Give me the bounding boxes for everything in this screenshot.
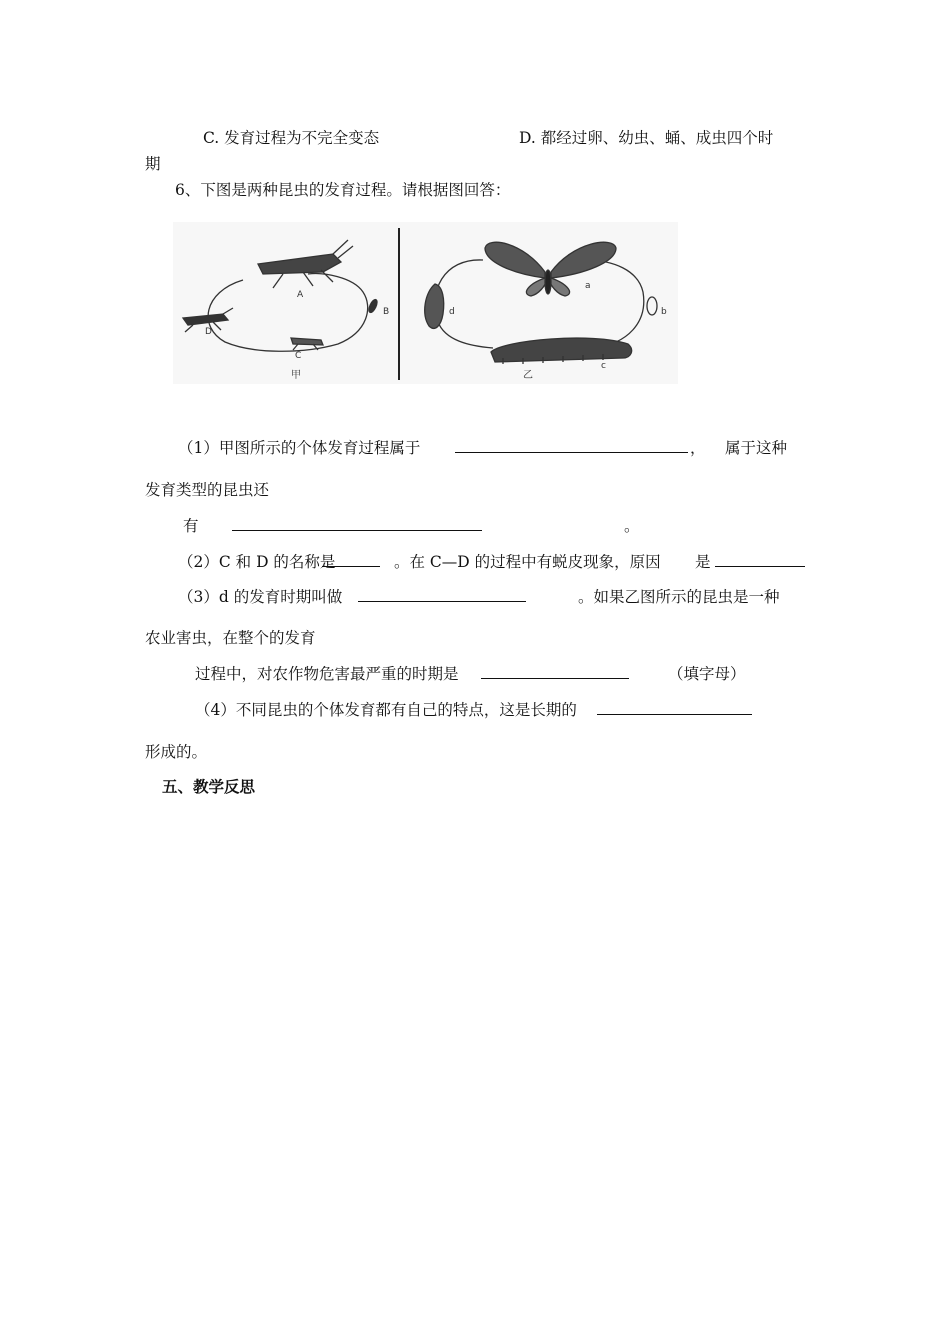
q3-answer-blank-2[interactable]: [481, 664, 629, 679]
q2-answer-blank-2[interactable]: [715, 552, 805, 567]
q1-prompt-2: 属于这种: [725, 439, 788, 457]
q3-line-3-end: （填字母）: [668, 665, 746, 683]
q2-prompt-2: 。在 C—D 的过程中有蜕皮现象，原因: [394, 553, 661, 571]
q3-prompt-2: 。如果乙图所示的昆虫是一种: [578, 588, 780, 606]
q2-prompt: （2）C 和 D 的名称是: [178, 553, 336, 571]
option-c: C. 发育过程为不完全变态: [203, 129, 380, 147]
label-B: B: [383, 307, 390, 317]
section-title-teaching-reflection: 五、教学反思: [162, 778, 256, 796]
q1-line-3-start: 有: [183, 517, 199, 535]
q3-answer-blank-1[interactable]: [358, 587, 526, 602]
label-d: d: [449, 307, 455, 317]
q1-answer-blank-1[interactable]: [455, 438, 688, 453]
q1-prompt: （1）甲图所示的个体发育过程属于: [178, 439, 421, 457]
q2-prompt-3: 是: [695, 553, 711, 571]
q4-prompt: （4）不同昆虫的个体发育都有自己的特点，这是长期的: [195, 701, 577, 719]
option-d: D. 都经过卵、幼虫、蛹、成虫四个时: [519, 129, 774, 147]
q1-line-3-end: 。: [624, 517, 640, 535]
label-C: C: [295, 351, 302, 361]
insect-development-figure: [173, 222, 678, 384]
q4-line-2: 形成的。: [145, 743, 208, 761]
question-6-stem: 6、下图是两种昆虫的发育过程。请根据图回答：: [175, 181, 511, 199]
q2-answer-blank-1[interactable]: [322, 552, 380, 567]
q4-answer-blank[interactable]: [597, 700, 752, 715]
label-b: b: [661, 307, 667, 317]
label-a: a: [585, 281, 591, 291]
q3-prompt: （3）d 的发育时期叫做: [178, 588, 343, 606]
option-d-continued: 期: [145, 155, 161, 173]
q1-line-2: 发育类型的昆虫还: [145, 481, 270, 499]
label-D: D: [205, 327, 212, 337]
q3-line-3: 过程中，对农作物危害最严重的时期是: [195, 665, 459, 683]
label-A: A: [297, 290, 304, 300]
q1-comma: ，: [690, 439, 706, 457]
caption-jia: 甲: [291, 370, 301, 381]
q3-line-2: 农业害虫，在整个的发育: [145, 629, 316, 647]
q1-answer-blank-2[interactable]: [232, 516, 482, 531]
label-c: c: [601, 361, 606, 371]
caption-yi: 乙: [523, 370, 533, 381]
